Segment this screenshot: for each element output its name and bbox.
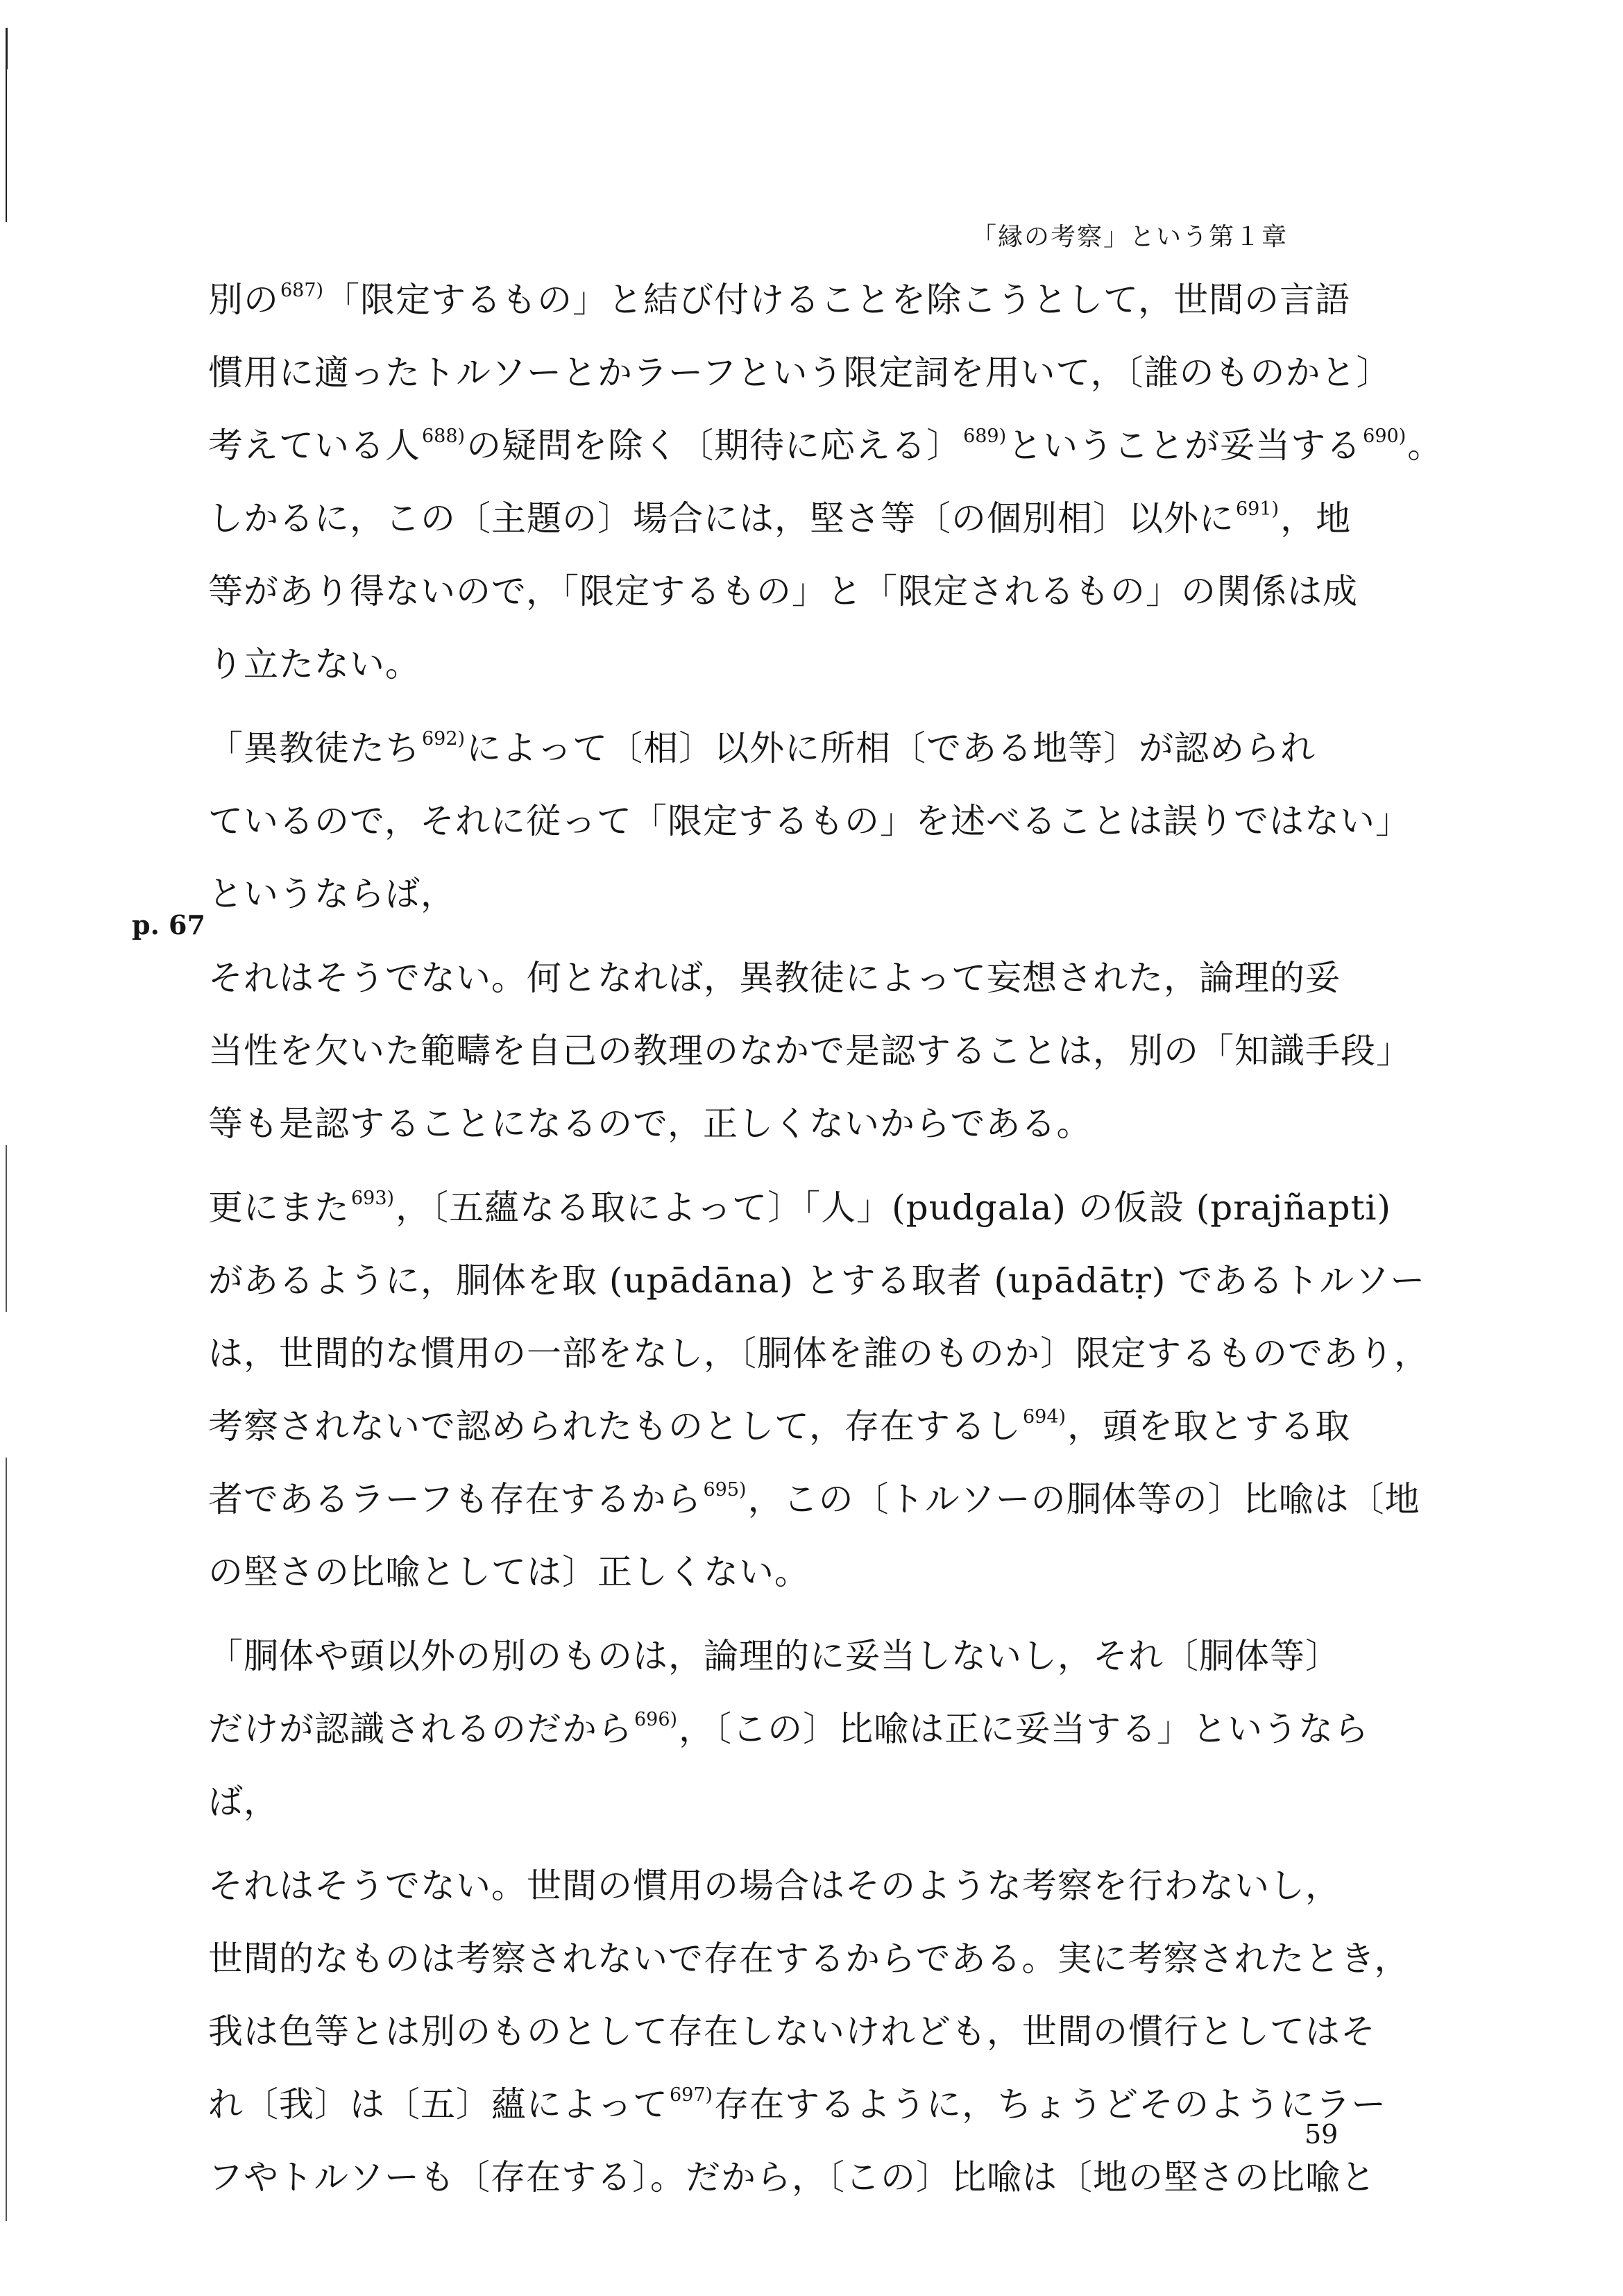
text-segment: 「限定するもの」と結び付けることを除こうとして，世間の言語 xyxy=(325,280,1351,320)
text-line xyxy=(208,628,1374,701)
text-segment: の疑問を除く〔期待に応える〕 xyxy=(466,425,962,466)
text-line xyxy=(208,1172,1392,1244)
footnote-ref: 687) xyxy=(280,280,324,301)
text-segment: ，地 xyxy=(1280,498,1352,539)
text-line xyxy=(208,1995,1374,2068)
footnote-ref: 696) xyxy=(634,1709,678,1730)
text-segment: フやトルソーも〔存在する〕。だから，〔この〕比喩は〔地の堅さの比喩と xyxy=(208,2157,1376,2197)
text-segment: 当性を欠いた範疇を自己の教理のなかで是認することは，別の「知識手段」 xyxy=(208,1031,1411,1071)
text-line xyxy=(208,1317,1429,1390)
text-segment: だけが認識されるのだから xyxy=(208,1709,633,1749)
scan-binding-edge xyxy=(6,0,10,2296)
page-reference-marker: p. 67 xyxy=(132,909,205,940)
footnote-ref: 694) xyxy=(1023,1406,1067,1428)
text-segment: 「胴体や頭以外の別のものは，論理的に妥当しないし，それ〔胴体等〕 xyxy=(208,1636,1341,1676)
text-segment: 我は色等とは別のものとして存在しないけれども，世間の慣行としてはそ xyxy=(208,2011,1376,2052)
text-segment: 考えている人 xyxy=(208,425,420,466)
text-line xyxy=(208,712,1374,785)
text-line xyxy=(208,1693,1374,1766)
text-line xyxy=(208,2141,1374,2214)
text-segment: は，世間的な慣用の一部をなし，〔胴体を誰のものか〕限定するものであり， xyxy=(208,1333,1429,1374)
text-segment: の堅さの比喩としては〕正しくない。 xyxy=(208,1552,810,1592)
footnote-ref: 689) xyxy=(963,425,1007,447)
footnote-ref: 688) xyxy=(422,425,466,447)
text-segment: によって〔相〕以外に所相〔である地等〕が認められ xyxy=(466,728,1316,768)
text-line xyxy=(208,1015,1411,1088)
text-segment: があるように，胴体を取 (upādāna) とする取者 (upādātṛ) であるトルソー xyxy=(208,1260,1426,1301)
text-segment: それはそうでない。世間の慣用の場合はそのような考察を行わないし， xyxy=(208,1866,1341,1906)
text-line xyxy=(208,2068,1387,2141)
text-segment: 存在するように，ちょうどそのようにラー xyxy=(714,2084,1387,2125)
text-segment: り立たない。 xyxy=(208,644,420,684)
text-segment: 等があり得ないので，「限定するもの」と「限定されるもの」の関係は成 xyxy=(208,571,1358,611)
footnote-ref: 695) xyxy=(703,1479,747,1501)
binding-mark xyxy=(6,1458,7,2221)
footnote-ref: 691) xyxy=(1236,498,1280,520)
text-line xyxy=(208,785,1411,858)
text-segment: 。 xyxy=(1407,425,1443,466)
text-segment: 「異教徒たち xyxy=(208,728,420,768)
page-number: 59 xyxy=(1305,2119,1339,2150)
text-line xyxy=(208,482,1374,555)
text-segment: ，この〔トルソーの胴体等の〕比喩は〔地 xyxy=(747,1479,1420,1519)
text-segment: ているので，それに従って「限定するもの」を述べることは誤りではない」 xyxy=(208,801,1411,841)
text-segment: というならば， xyxy=(208,874,456,914)
text-line xyxy=(208,1088,1374,1160)
text-line xyxy=(208,337,1392,410)
binding-mark xyxy=(6,69,7,222)
text-line xyxy=(208,1923,1410,1995)
text-line xyxy=(208,555,1374,628)
text-line xyxy=(208,1390,1374,1463)
text-segment: ，〔この〕比喩は正に妥当する」というなら xyxy=(679,1709,1370,1749)
text-line xyxy=(208,858,1374,931)
text-line xyxy=(208,1463,1420,1536)
binding-mark xyxy=(6,1145,7,1312)
text-segment: 等も是認することになるので，正しくないからである。 xyxy=(208,1104,1092,1144)
text-segment: 者であるラーフも存在するから xyxy=(208,1479,702,1519)
text-line xyxy=(208,410,1443,482)
text-segment: ということが妥当する xyxy=(1008,425,1362,466)
text-line xyxy=(208,1620,1374,1693)
text-line xyxy=(208,1850,1374,1923)
text-line xyxy=(208,942,1374,1015)
text-segment: しかるに，この〔主題の〕場合には，堅さ等〔の個別相〕以外に xyxy=(208,498,1234,539)
text-segment: 考察されないで認められたものとして，存在するし xyxy=(208,1406,1021,1446)
text-line xyxy=(208,1766,1374,1839)
footnote-ref: 693) xyxy=(351,1188,395,1209)
footnote-ref: 690) xyxy=(1363,425,1407,447)
text-segment: 更にまた xyxy=(208,1188,350,1228)
body-text xyxy=(208,264,1443,2214)
text-segment: ば， xyxy=(208,1782,279,1822)
text-segment: 別の xyxy=(208,280,279,320)
text-segment: それはそうでない。何となれば，異教徒によって妄想された，論理的妥 xyxy=(208,958,1341,998)
footnote-ref: 697) xyxy=(670,2084,713,2106)
text-line xyxy=(208,1536,1374,1609)
text-segment: 慣用に適ったトルソーとかラーフという限定詞を用いて，〔誰のものかと〕 xyxy=(208,353,1392,393)
text-segment: 世間的なものは考察されないで存在するからである。実に考察されたとき， xyxy=(208,1939,1410,1979)
text-segment: ，頭を取とする取 xyxy=(1067,1406,1351,1446)
text-segment: ，〔五蘊なる取によって〕「人」(pudgala) の仮設 (prajñapti) xyxy=(396,1188,1392,1228)
text-line xyxy=(208,1244,1426,1317)
text-line xyxy=(208,264,1374,337)
binding-mark xyxy=(6,28,8,69)
footnote-ref: 692) xyxy=(422,728,466,750)
text-segment: れ〔我〕は〔五〕蘊によって xyxy=(208,2084,668,2125)
running-head: 「縁の考察」という第１章 xyxy=(971,223,1289,251)
